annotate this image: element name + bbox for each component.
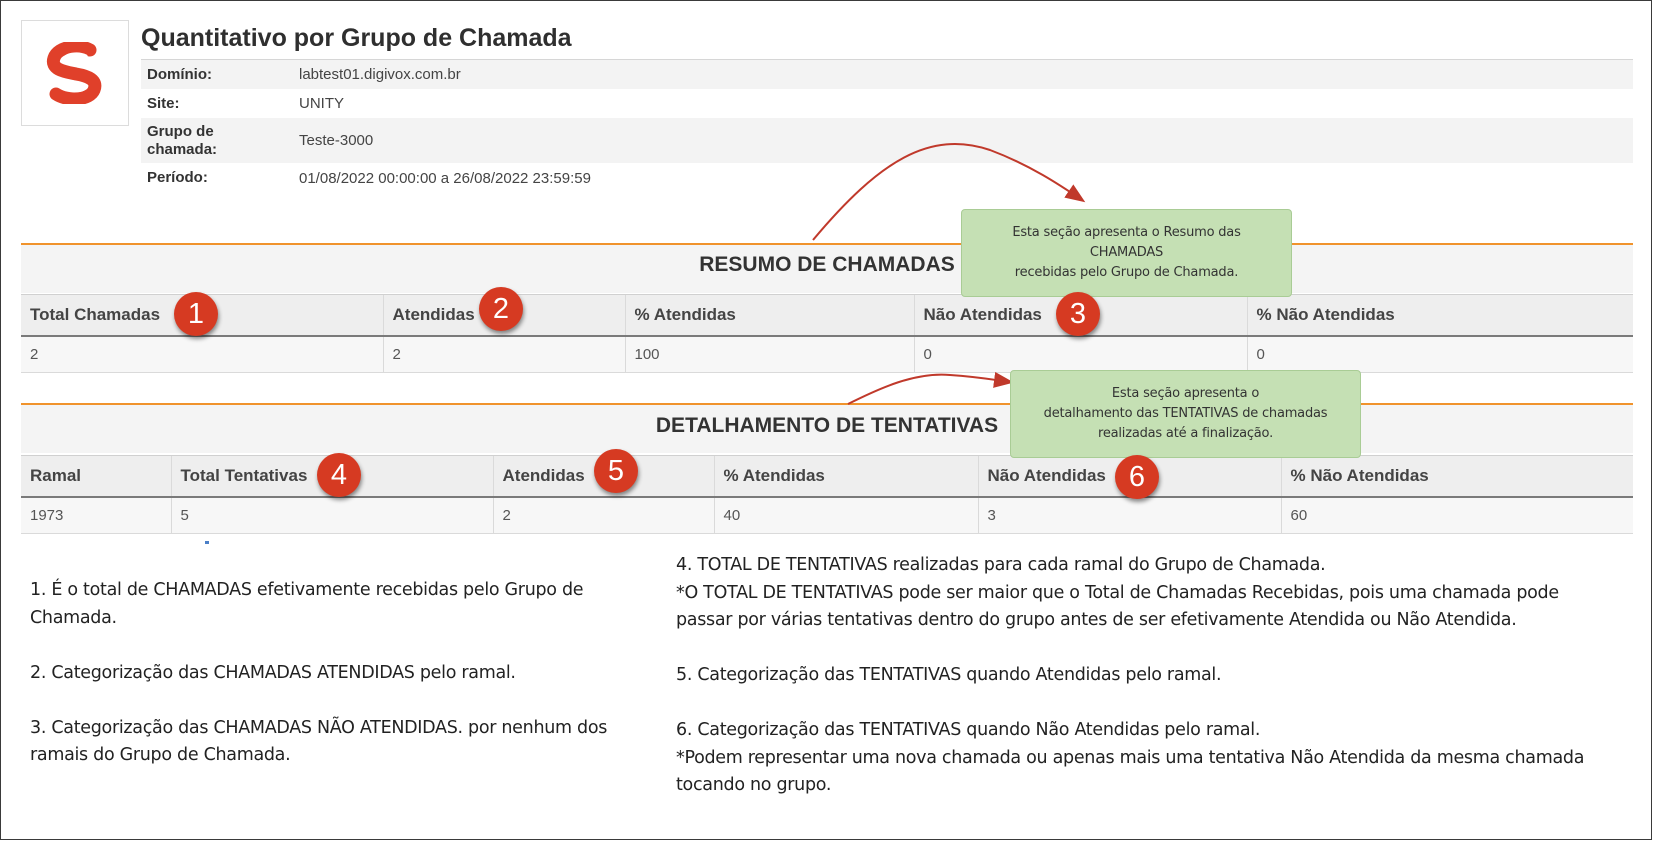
detalhamento-header-cell: Atendidas bbox=[493, 456, 714, 498]
table-cell: 60 bbox=[1281, 497, 1633, 534]
table-row bbox=[21, 497, 1633, 534]
badge-5: 5 bbox=[594, 449, 638, 493]
resumo-header-cell: % Não Atendidas bbox=[1247, 295, 1633, 337]
detalhamento-header-row bbox=[21, 456, 1633, 498]
note-6-extra: *Podem representar uma nova chamada ou apenas mais uma tentativa Não Atendida da mesma chamada tocando no grupo. bbox=[676, 747, 1585, 795]
note-5-main: 5. Categorização das TENTATIVAS quando Atendidas pelo ramal. bbox=[676, 665, 1222, 685]
info-value: 01/08/2022 00:00:00 a 26/08/2022 23:59:59 bbox=[299, 169, 591, 187]
note-4-main: 4. TOTAL DE TENTATIVAS realizadas para cada ramal do Grupo de Chamada. bbox=[676, 555, 1326, 575]
notes-left bbox=[30, 577, 630, 797]
detalhamento-header-cell: Total Tentativas bbox=[171, 456, 493, 498]
table-cell: 0 bbox=[914, 336, 1247, 373]
info-value: labtest01.digivox.com.br bbox=[299, 66, 461, 83]
info-row-dominio bbox=[141, 60, 1633, 89]
callout-line: Esta seção apresenta o Resumo das bbox=[1012, 225, 1241, 240]
note-6-main: 6. Categorização das TENTATIVAS quando Não Atendidas pelo ramal. bbox=[676, 720, 1261, 740]
note-6 bbox=[676, 717, 1606, 800]
decorative-tick bbox=[205, 541, 209, 544]
info-label: Site: bbox=[147, 94, 180, 112]
company-logo bbox=[21, 20, 129, 126]
table-cell: 100 bbox=[625, 336, 914, 373]
detalhamento-title: DETALHAMENTO DE TENTATIVAS bbox=[655, 414, 999, 437]
note-5 bbox=[676, 662, 1606, 690]
table-cell: 2 bbox=[493, 497, 714, 534]
note-2: 2. Categorização das CHAMADAS ATENDIDAS pelo ramal. bbox=[30, 662, 516, 683]
resumo-header-cell: Atendidas bbox=[383, 295, 625, 337]
callout-line: recebidas pelo Grupo de Chamada. bbox=[1014, 265, 1239, 280]
callout-line: CHAMADAS bbox=[1089, 245, 1164, 260]
badge-3: 3 bbox=[1056, 292, 1100, 336]
table-cell: 40 bbox=[714, 497, 978, 534]
resumo-title: RESUMO DE CHAMADAS bbox=[699, 253, 955, 276]
info-row-grupo bbox=[141, 118, 1633, 163]
resumo-table bbox=[21, 294, 1633, 373]
report-title: Quantitativo por Grupo de Chamada bbox=[141, 24, 572, 52]
info-row-periodo bbox=[141, 163, 1633, 193]
note-4 bbox=[676, 552, 1606, 635]
logo-s-icon bbox=[44, 42, 106, 104]
detalhamento-header-cell: Ramal bbox=[21, 456, 171, 498]
table-cell: 2 bbox=[21, 336, 383, 373]
info-value: UNITY bbox=[299, 95, 344, 112]
report-info-table bbox=[141, 60, 1633, 193]
table-cell: 1973 bbox=[21, 497, 171, 534]
callout-line: realizadas até a finalização. bbox=[1097, 426, 1274, 441]
table-cell: 0 bbox=[1247, 336, 1633, 373]
table-cell: 2 bbox=[383, 336, 625, 373]
note-3: 3. Categorização das CHAMADAS NÃO ATENDIDAS. por nenhum dos ramais do Grupo de Chamada. bbox=[30, 717, 608, 765]
info-row-site bbox=[141, 89, 1633, 118]
resumo-header-cell: % Atendidas bbox=[625, 295, 914, 337]
detalhamento-header-cell: % Atendidas bbox=[714, 456, 978, 498]
info-value: Teste-3000 bbox=[299, 132, 374, 149]
badge-6: 6 bbox=[1115, 455, 1159, 499]
resumo-header-cell: Não Atendidas bbox=[914, 295, 1247, 337]
badge-2: 2 bbox=[479, 287, 523, 331]
detalhamento-header-cell: Não Atendidas bbox=[978, 456, 1281, 498]
badge-4: 4 bbox=[317, 453, 361, 497]
note-1: 1. É o total de CHAMADAS efetivamente recebidas pelo Grupo de Chamada. bbox=[30, 580, 584, 628]
detalhamento-header-cell: % Não Atendidas bbox=[1281, 456, 1633, 498]
detalhamento-table bbox=[21, 455, 1633, 534]
callout-line: detalhamento das TENTATIVAS de chamadas bbox=[1043, 406, 1328, 421]
callout-line: Esta seção apresenta o bbox=[1111, 386, 1260, 401]
info-label: Grupo de chamada: bbox=[147, 122, 218, 158]
resumo-header-row bbox=[21, 295, 1633, 337]
table-cell: 5 bbox=[171, 497, 493, 534]
notes-right bbox=[676, 552, 1606, 827]
detalhamento-callout bbox=[1010, 370, 1361, 458]
info-label: Domínio: bbox=[147, 65, 212, 83]
resumo-header-cell: Total Chamadas bbox=[21, 295, 383, 337]
note-4-extra: *O TOTAL DE TENTATIVAS pode ser maior que o Total de Chamadas Recebidas, pois uma chamada pode passar por várias tentativas dentro do grupo antes de ser efetivamente Atendida ou Não Atendida. bbox=[676, 582, 1559, 630]
table-cell: 3 bbox=[978, 497, 1281, 534]
resumo-callout bbox=[961, 209, 1292, 297]
info-label: Período: bbox=[147, 169, 208, 186]
table-row bbox=[21, 336, 1633, 373]
badge-1: 1 bbox=[174, 292, 218, 336]
